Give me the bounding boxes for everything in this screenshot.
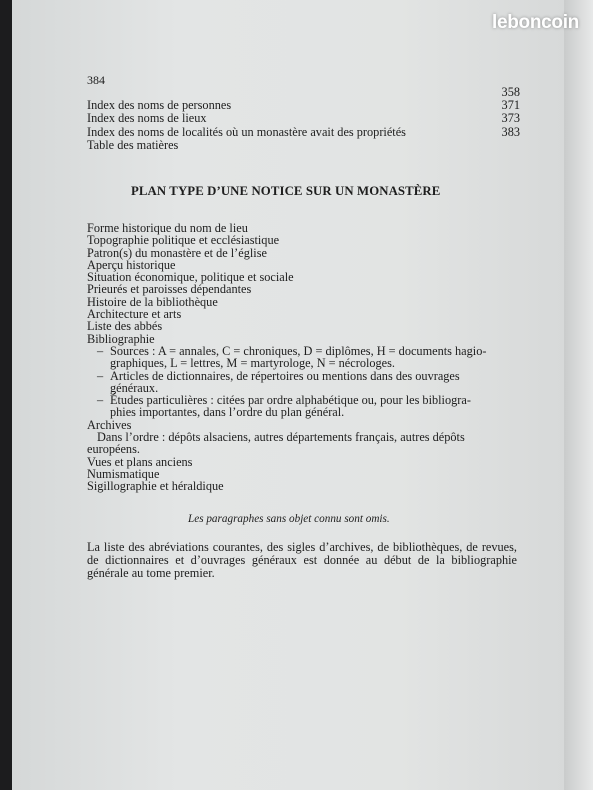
- plan-item: Vues et plans anciens: [87, 454, 193, 469]
- biblio-item-continuation: généraux.: [110, 380, 159, 395]
- toc-page: 358: [501, 85, 520, 99]
- toc-page: 371: [501, 98, 520, 113]
- leboncoin-watermark: leboncoin: [491, 12, 579, 33]
- italic-note: Les paragraphes sans objet connu sont omis.: [188, 513, 390, 525]
- toc-page: 373: [501, 111, 520, 126]
- toc-row: [87, 112, 522, 125]
- table-of-contents: [87, 86, 522, 152]
- plan-item: Prieurés et paroisses dépendantes: [87, 282, 252, 297]
- dash-glyph: –: [97, 368, 104, 383]
- biblio-item-continuation: phies importantes, dans l’ordre du plan général.: [110, 405, 345, 420]
- archives-detail: Dans l’ordre : dépôts alsaciens, autres départements français, autres dépôts: [97, 430, 465, 445]
- book-page: [12, 0, 564, 790]
- page-number: 384: [87, 73, 105, 87]
- section-heading: PLAN TYPE D’UNE NOTICE SUR UN MONASTÈRE: [131, 184, 441, 198]
- plan-item: Numismatique: [87, 466, 160, 481]
- dash-glyph: –: [97, 393, 104, 408]
- archives-detail-continuation: européens.: [87, 442, 140, 457]
- toc-page: 383: [501, 124, 520, 139]
- toc-row: [87, 139, 522, 152]
- plan-item: Patron(s) du monastère et de l’église: [87, 245, 267, 260]
- biblio-item: [87, 370, 517, 382]
- plan-item: Sigillographie et héraldique: [87, 479, 224, 494]
- page-edge: [564, 0, 593, 790]
- toc-row: [87, 126, 522, 139]
- plan-item: Situation économique, politique et sociale: [87, 270, 294, 285]
- plan-item: Histoire de la bibliothèque: [87, 294, 218, 309]
- toc-title: Index des noms de personnes: [87, 98, 232, 113]
- plan-item: Bibliographie: [87, 331, 155, 346]
- toc-title: Index des noms de localités où un monastère avait des propriétés: [87, 124, 406, 139]
- plan-item: Forme historique du nom de lieu: [87, 221, 248, 235]
- plan-item: Aperçu historique: [87, 257, 176, 272]
- toc-title: Table des matières: [87, 137, 179, 152]
- plan-item: Liste des abbés: [87, 319, 163, 334]
- biblio-item-continuation: graphiques, L = lettres, M = martyrologe, N = nécrologes.: [110, 356, 396, 371]
- plan-item: Topographie politique et ecclésiastique: [87, 233, 280, 248]
- biblio-item-text: Études particulières : citées par ordre alphabétique ou, pour les bibliogra-: [110, 393, 471, 408]
- biblio-item-text: Sources : A = annales, C = chroniques, D = diplômes, H = documents hagio-: [110, 343, 487, 358]
- closing-paragraph: La liste des abréviations courantes, des sigles d’archives, de bibliothèques, de revues, de dictionnaires et d’ouvrages généraux est donnée au début de la bibliographie générale au tome premier.: [87, 540, 517, 580]
- toc-title: Index des noms de lieux: [87, 111, 207, 126]
- plan-list: [87, 222, 517, 493]
- dash-glyph: –: [97, 343, 104, 358]
- plan-item: Architecture et arts: [87, 307, 182, 322]
- plan-item-archives: Archives: [87, 417, 132, 432]
- biblio-item-text: Articles de dictionnaires, de répertoires ou mentions dans des ouvrages: [110, 368, 460, 383]
